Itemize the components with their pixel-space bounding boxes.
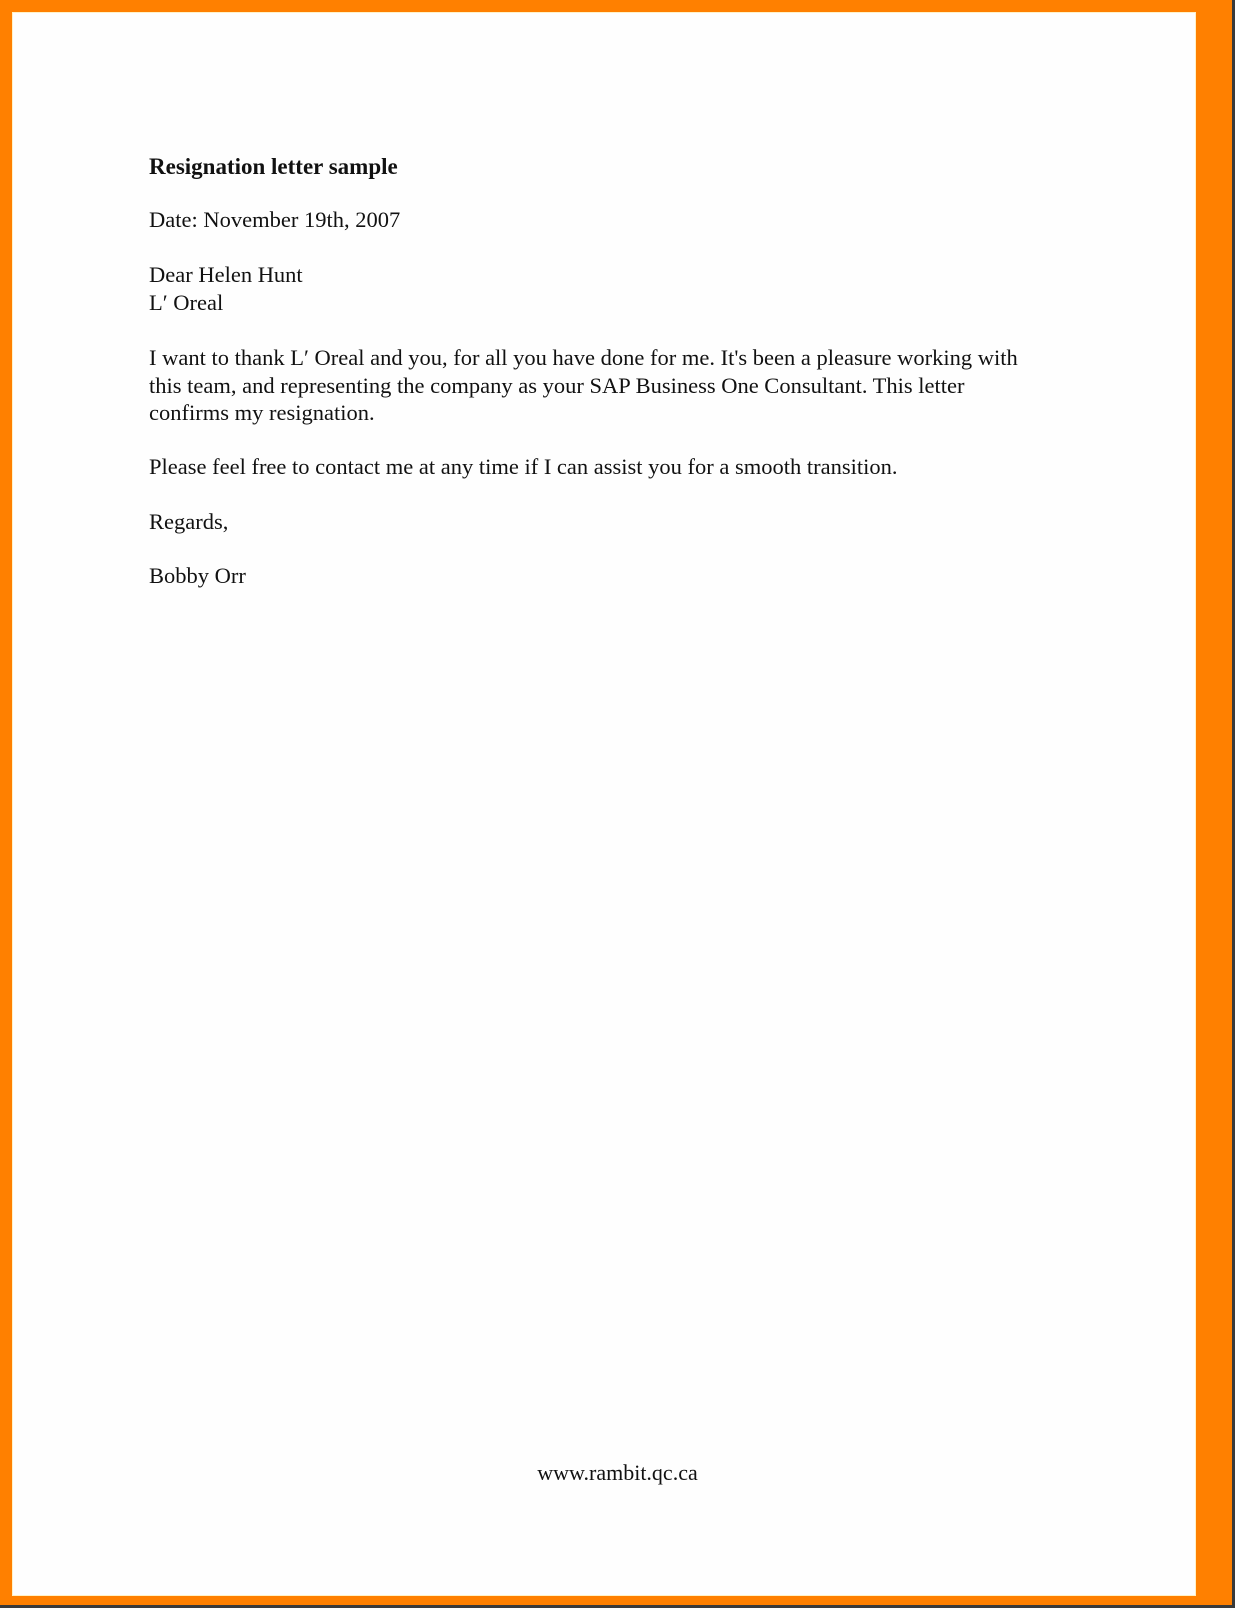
date-line: Date: November 19th, 2007 (149, 207, 401, 232)
body-paragraph-1-line-2: this team, and representing the company as your SAP Business One Consultant. This letter (149, 373, 965, 398)
salutation: Dear Helen Hunt (149, 262, 303, 287)
body-paragraph-2: Please feel free to contact me at any time if I can assist you for a smooth transition. (149, 454, 898, 479)
signature: Bobby Orr (149, 563, 246, 588)
body-paragraph-1-line-3: confirms my resignation. (149, 400, 375, 425)
closing: Regards, (149, 509, 229, 534)
document-title: Resignation letter sample (149, 154, 398, 179)
body-paragraph-1-line-1: I want to thank L′ Oreal and you, for all you have done for me. It's been a pleasure working with (149, 345, 1018, 370)
recipient-company: L′ Oreal (149, 290, 224, 315)
letter-page (12, 12, 1196, 1596)
footer-url: www.rambit.qc.ca (537, 1460, 698, 1485)
